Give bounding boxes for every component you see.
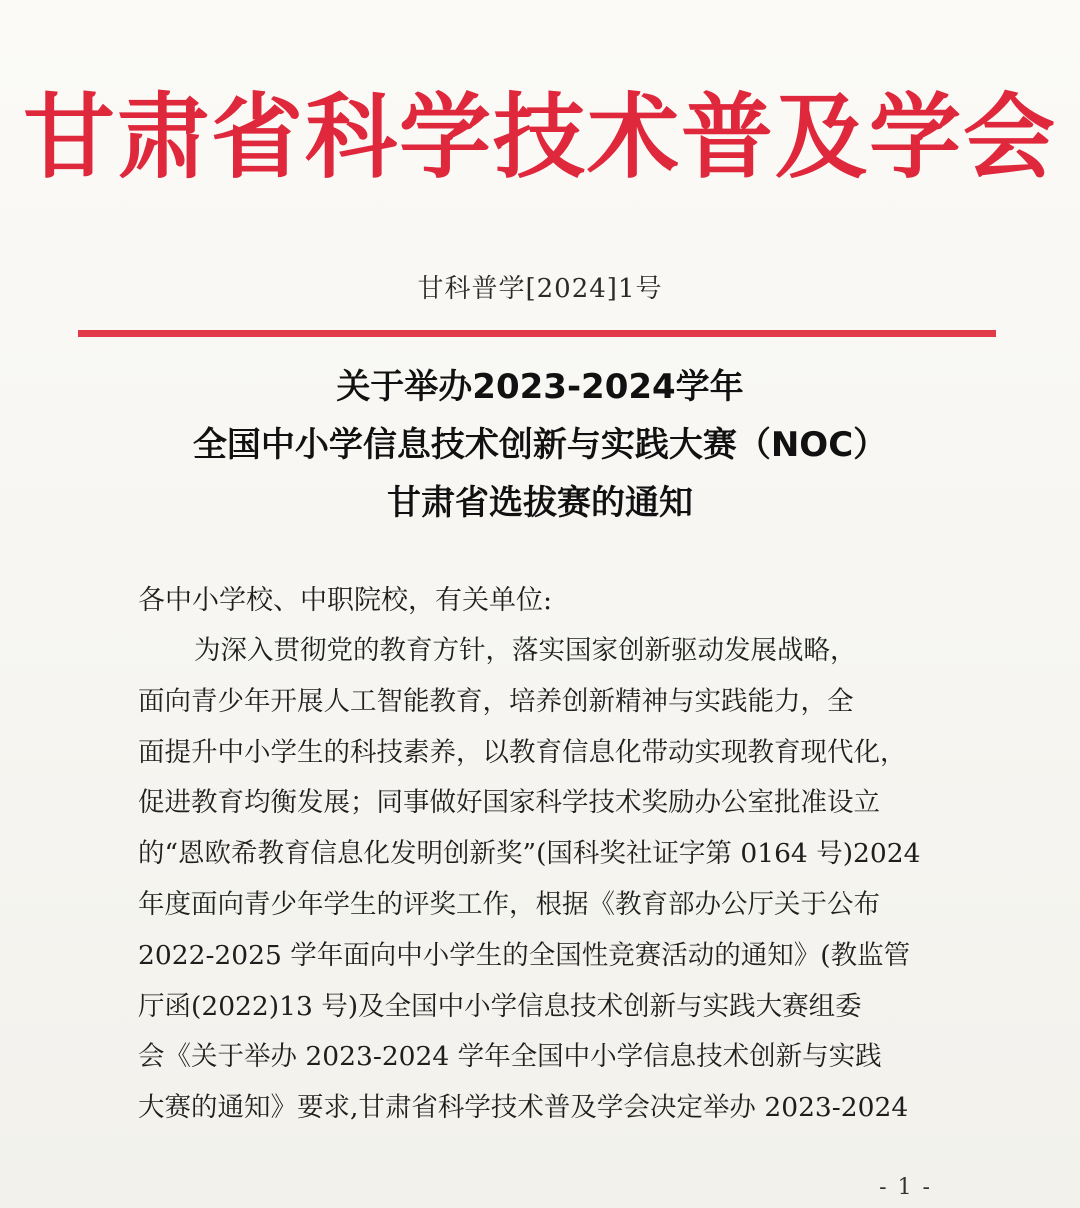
organization-header: 甘肃省科学技术普及学会	[22, 84, 1057, 191]
body-paragraph	[138, 626, 938, 1134]
body-line: 厅函(2022)13 号)及全国中小学信息技术创新与实践大赛组委	[138, 990, 862, 1022]
red-divider-rule	[78, 330, 996, 337]
body-line: 面向青少年开展人工智能教育，培养创新精神与实践能力，全	[138, 685, 854, 717]
body-line: 大赛的通知》要求,甘肃省科学技术普及学会决定举办 2023-2024	[138, 1092, 909, 1124]
body-line: 面提升中小学生的科技素养，以教育信息化带动实现教育现代化，	[138, 736, 907, 768]
page-number: - 1 -	[879, 1175, 932, 1200]
notice-title	[0, 358, 1080, 532]
title-line-1: 关于举办2023-2024学年	[336, 367, 744, 407]
body-line: 促进教育均衡发展；同事做好国家科学技术奖励办公室批准设立	[138, 787, 880, 819]
body-line: 会《关于举办 2023-2024 学年全国中小学信息技术创新与实践	[138, 1041, 882, 1073]
title-line-2: 全国中小学信息技术创新与实践大赛（NOC）	[192, 425, 888, 465]
document-number: 甘科普学[2024]1号	[417, 274, 663, 304]
salutation: 各中小学校、中职院校，有关单位:	[138, 585, 553, 616]
body-line: 年度面向青少年学生的评奖工作，根据《教育部办公厅关于公布	[138, 888, 880, 920]
body-line: 的“恩欧希教育信息化发明创新奖”(国科奖社证字第 0164 号)2024	[138, 838, 921, 870]
body-line: 2022-2025 学年面向中小学生的全国性竞赛活动的通知》(教监管	[138, 939, 911, 971]
title-line-3: 甘肃省选拔赛的通知	[387, 483, 693, 523]
body-line: 为深入贯彻党的教育方针，落实国家创新驱动发展战略，	[194, 635, 857, 666]
